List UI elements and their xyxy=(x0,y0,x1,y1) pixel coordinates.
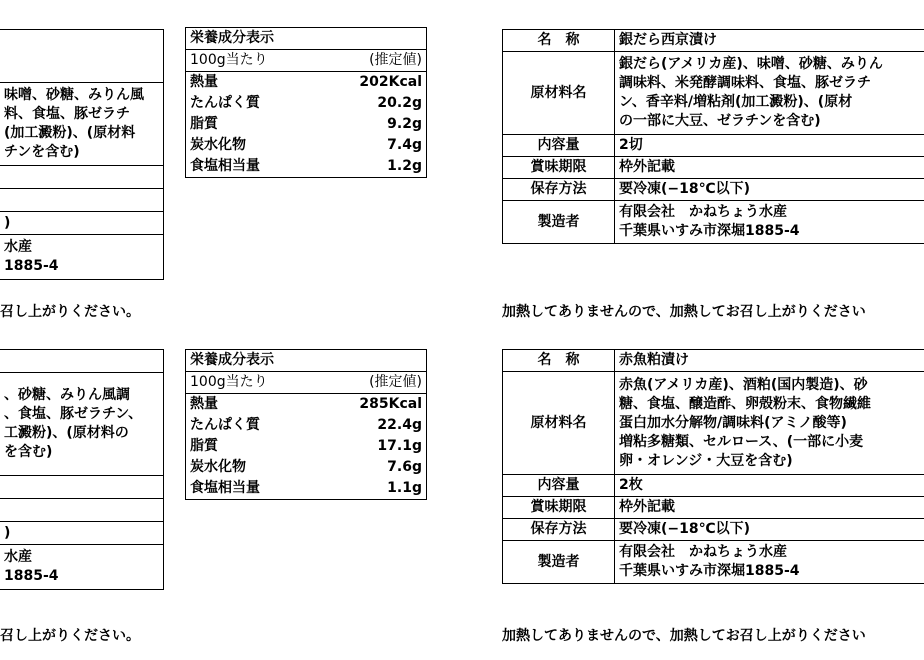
nutrition-row-value: 1.1g xyxy=(317,478,426,500)
ingredients-label: 原材料名 xyxy=(503,52,615,135)
nutrition-title: 栄養成分表示 xyxy=(186,28,427,50)
left-label-1-note: 召し上がりください。 xyxy=(0,304,140,320)
left-label-1 xyxy=(0,29,164,305)
nutrition-row-label: 脂質 xyxy=(186,114,318,135)
nutrition-row-label: たんぱく質 xyxy=(186,93,318,114)
left-ingredients-cell: 味噌、砂糖、みりん風 料、食塩、豚ゼラチ (加工澱粉)、(原材料 チンを含む) xyxy=(0,83,164,166)
maker-cell: 有限会社 かねちょう水産 千葉県いすみ市深堀1885-4 xyxy=(615,201,924,244)
content-value: 2切 xyxy=(615,135,924,157)
nutrition-row-value: 17.1g xyxy=(317,436,426,457)
nutrition-row-value: 20.2g xyxy=(317,93,426,114)
left-label-1-table xyxy=(0,29,164,280)
storage-label: 保存方法 xyxy=(503,179,615,201)
nutrition-per: 100g当たり xyxy=(186,372,318,394)
nutrition-estimate: (推定値) xyxy=(317,50,426,72)
nutrition-row-value: 7.4g xyxy=(317,135,426,156)
content-label: 内容量 xyxy=(503,475,615,497)
nutrition-row-value: 285Kcal xyxy=(317,394,426,416)
expiry-label: 賞味期限 xyxy=(503,497,615,519)
left-maker-cell: 水産 1885-4 xyxy=(0,235,164,280)
nutrition-row-label: 炭水化物 xyxy=(186,457,318,478)
nutrition-per: 100g当たり xyxy=(186,50,318,72)
maker-cell: 有限会社 かねちょう水産 千葉県いすみ市深堀1885-4 xyxy=(615,541,924,584)
nutrition-row-label: 食塩相当量 xyxy=(186,478,318,500)
nutrition-row-label: たんぱく質 xyxy=(186,415,318,436)
nutrition-estimate: (推定値) xyxy=(317,372,426,394)
nutrition-row-value: 22.4g xyxy=(317,415,426,436)
expiry-value: 枠外記載 xyxy=(615,157,924,179)
storage-value: 要冷凍(−18℃以下) xyxy=(615,179,924,201)
storage-label: 保存方法 xyxy=(503,519,615,541)
ingredients-cell: 銀だら(アメリカ産)、味噌、砂糖、みりん 調味料、米発酵調味料、食塩、豚ゼラチ ン、香辛料/増粘剤(加工澱粉)、(原材 の一部に大豆、ゼラチンを含む) xyxy=(615,52,924,135)
content-value: 2枚 xyxy=(615,475,924,497)
nutrition-table-1 xyxy=(185,27,427,178)
name-label: 名 称 xyxy=(503,30,615,52)
product-name: 赤魚粕漬け xyxy=(615,350,924,372)
nutrition-title: 栄養成分表示 xyxy=(186,350,427,372)
nutrition-row-label: 熱量 xyxy=(186,72,318,94)
nutrition-row-label: 炭水化物 xyxy=(186,135,318,156)
expiry-value: 枠外記載 xyxy=(615,497,924,519)
maker-label: 製造者 xyxy=(503,541,615,584)
nutrition-table-2 xyxy=(185,349,427,500)
left-maker-cell: 水産 1885-4 xyxy=(0,545,164,590)
nutrition-row-label: 食塩相当量 xyxy=(186,156,318,178)
left-ingredients-cell: 、砂糖、みりん風調 、食塩、豚ゼラチン、 工澱粉)、(原材料の を含む) xyxy=(0,373,164,476)
nutrition-row-value: 1.2g xyxy=(317,156,426,178)
left-storage-cell: ) xyxy=(0,212,164,235)
expiry-label: 賞味期限 xyxy=(503,157,615,179)
nutrition-row-label: 脂質 xyxy=(186,436,318,457)
nutrition-row-value: 9.2g xyxy=(317,114,426,135)
ingredients-label: 原材料名 xyxy=(503,372,615,475)
product-label-2-note: 加熱してありませんので、加熱してお召し上がりください xyxy=(502,628,866,644)
nutrition-row-value: 202Kcal xyxy=(317,72,426,94)
ingredients-cell: 赤魚(アメリカ産)、酒粕(国内製造)、砂 糖、食塩、醸造酢、卵殻粉末、食物繊維 蛋白加水分解物/調味料(アミノ酸等) 増粘多糖類、セルロース、(一部に小麦 卵・オレンジ・大豆を含む) xyxy=(615,372,924,475)
left-storage-cell: ) xyxy=(0,522,164,545)
left-label-2 xyxy=(0,349,164,625)
nutrition-row-value: 7.6g xyxy=(317,457,426,478)
nutrition-row-label: 熱量 xyxy=(186,394,318,416)
content-label: 内容量 xyxy=(503,135,615,157)
maker-label: 製造者 xyxy=(503,201,615,244)
product-label-1 xyxy=(502,29,924,294)
name-label: 名 称 xyxy=(503,350,615,372)
left-label-2-table xyxy=(0,349,164,590)
storage-value: 要冷凍(−18℃以下) xyxy=(615,519,924,541)
product-name: 銀だら西京漬け xyxy=(615,30,924,52)
left-label-2-note: 召し上がりください。 xyxy=(0,628,140,644)
product-label-1-note: 加熱してありませんので、加熱してお召し上がりください xyxy=(502,304,866,320)
product-label-2 xyxy=(502,349,924,619)
